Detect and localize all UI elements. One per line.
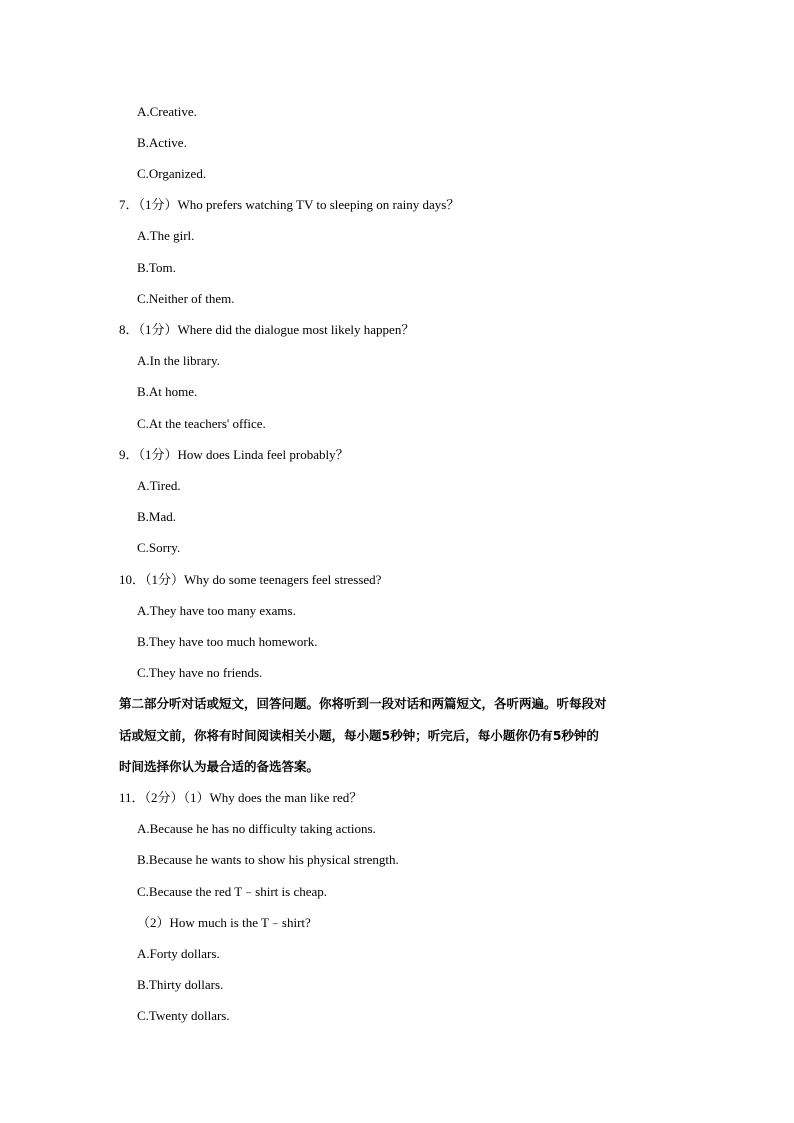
- q9-option-b: B.Mad.: [137, 509, 176, 524]
- q7-option-a: A.The girl.: [137, 228, 195, 243]
- q11-1-option-c: C.Because the red T﹣shirt is cheap.: [137, 884, 328, 899]
- q10-option-c: C.They have no friends.: [137, 665, 263, 680]
- q7-option-c: C.Neither of them.: [137, 291, 235, 306]
- q11-1-option-b: B.Because he wants to show his physical strength.: [137, 852, 399, 867]
- q8-stem: 8．（1分）Where did the dialogue most likely happen？: [119, 322, 415, 337]
- q9-option-c: C.Sorry.: [137, 540, 181, 555]
- part2-instructions-line-1: 第二部分听对话或短文，回答问题。你将听到一段对话和两篇短文，各听两遍。听每段对: [119, 696, 607, 711]
- q11-2-option-a: A.Forty dollars.: [137, 946, 220, 961]
- q7-option-b: B.Tom.: [137, 260, 176, 275]
- q8-option-b: B.At home.: [137, 384, 198, 399]
- q8-option-a: A.In the library.: [137, 353, 220, 368]
- q11-2-option-c: C.Twenty dollars.: [137, 1008, 230, 1023]
- q11-1-option-a: A.Because he has no difficulty taking actions.: [137, 821, 376, 836]
- q11-sub2-stem: （2）How much is the T﹣shirt?: [137, 915, 311, 930]
- q8-option-c: C.At the teachers' office.: [137, 416, 266, 431]
- q10-option-b: B.They have too much homework.: [137, 634, 318, 649]
- q7-stem: 7．（1分）Who prefers watching TV to sleeping on rainy days？: [119, 197, 460, 212]
- q6-option-b: B.Active.: [137, 135, 187, 150]
- q6-option-a: A.Creative.: [137, 104, 197, 119]
- q10-option-a: A.They have too many exams.: [137, 603, 296, 618]
- q6-option-c: C.Organized.: [137, 166, 207, 181]
- part2-instructions-line-3: 时间选择你认为最合适的备选答案。: [119, 759, 320, 774]
- q11-2-option-b: B.Thirty dollars.: [137, 977, 224, 992]
- q11-stem: 11．（2分）（1）Why does the man like red？: [119, 790, 363, 805]
- q9-option-a: A.Tired.: [137, 478, 181, 493]
- q10-stem: 10．（1分）Why do some teenagers feel stressed?: [119, 572, 382, 587]
- q9-stem: 9．（1分）How does Linda feel probably？: [119, 447, 349, 462]
- part2-instructions-line-2: 话或短文前，你将有时间阅读相关小题，每小题5秒钟；听完后，每小题你仍有5秒钟的: [119, 728, 599, 743]
